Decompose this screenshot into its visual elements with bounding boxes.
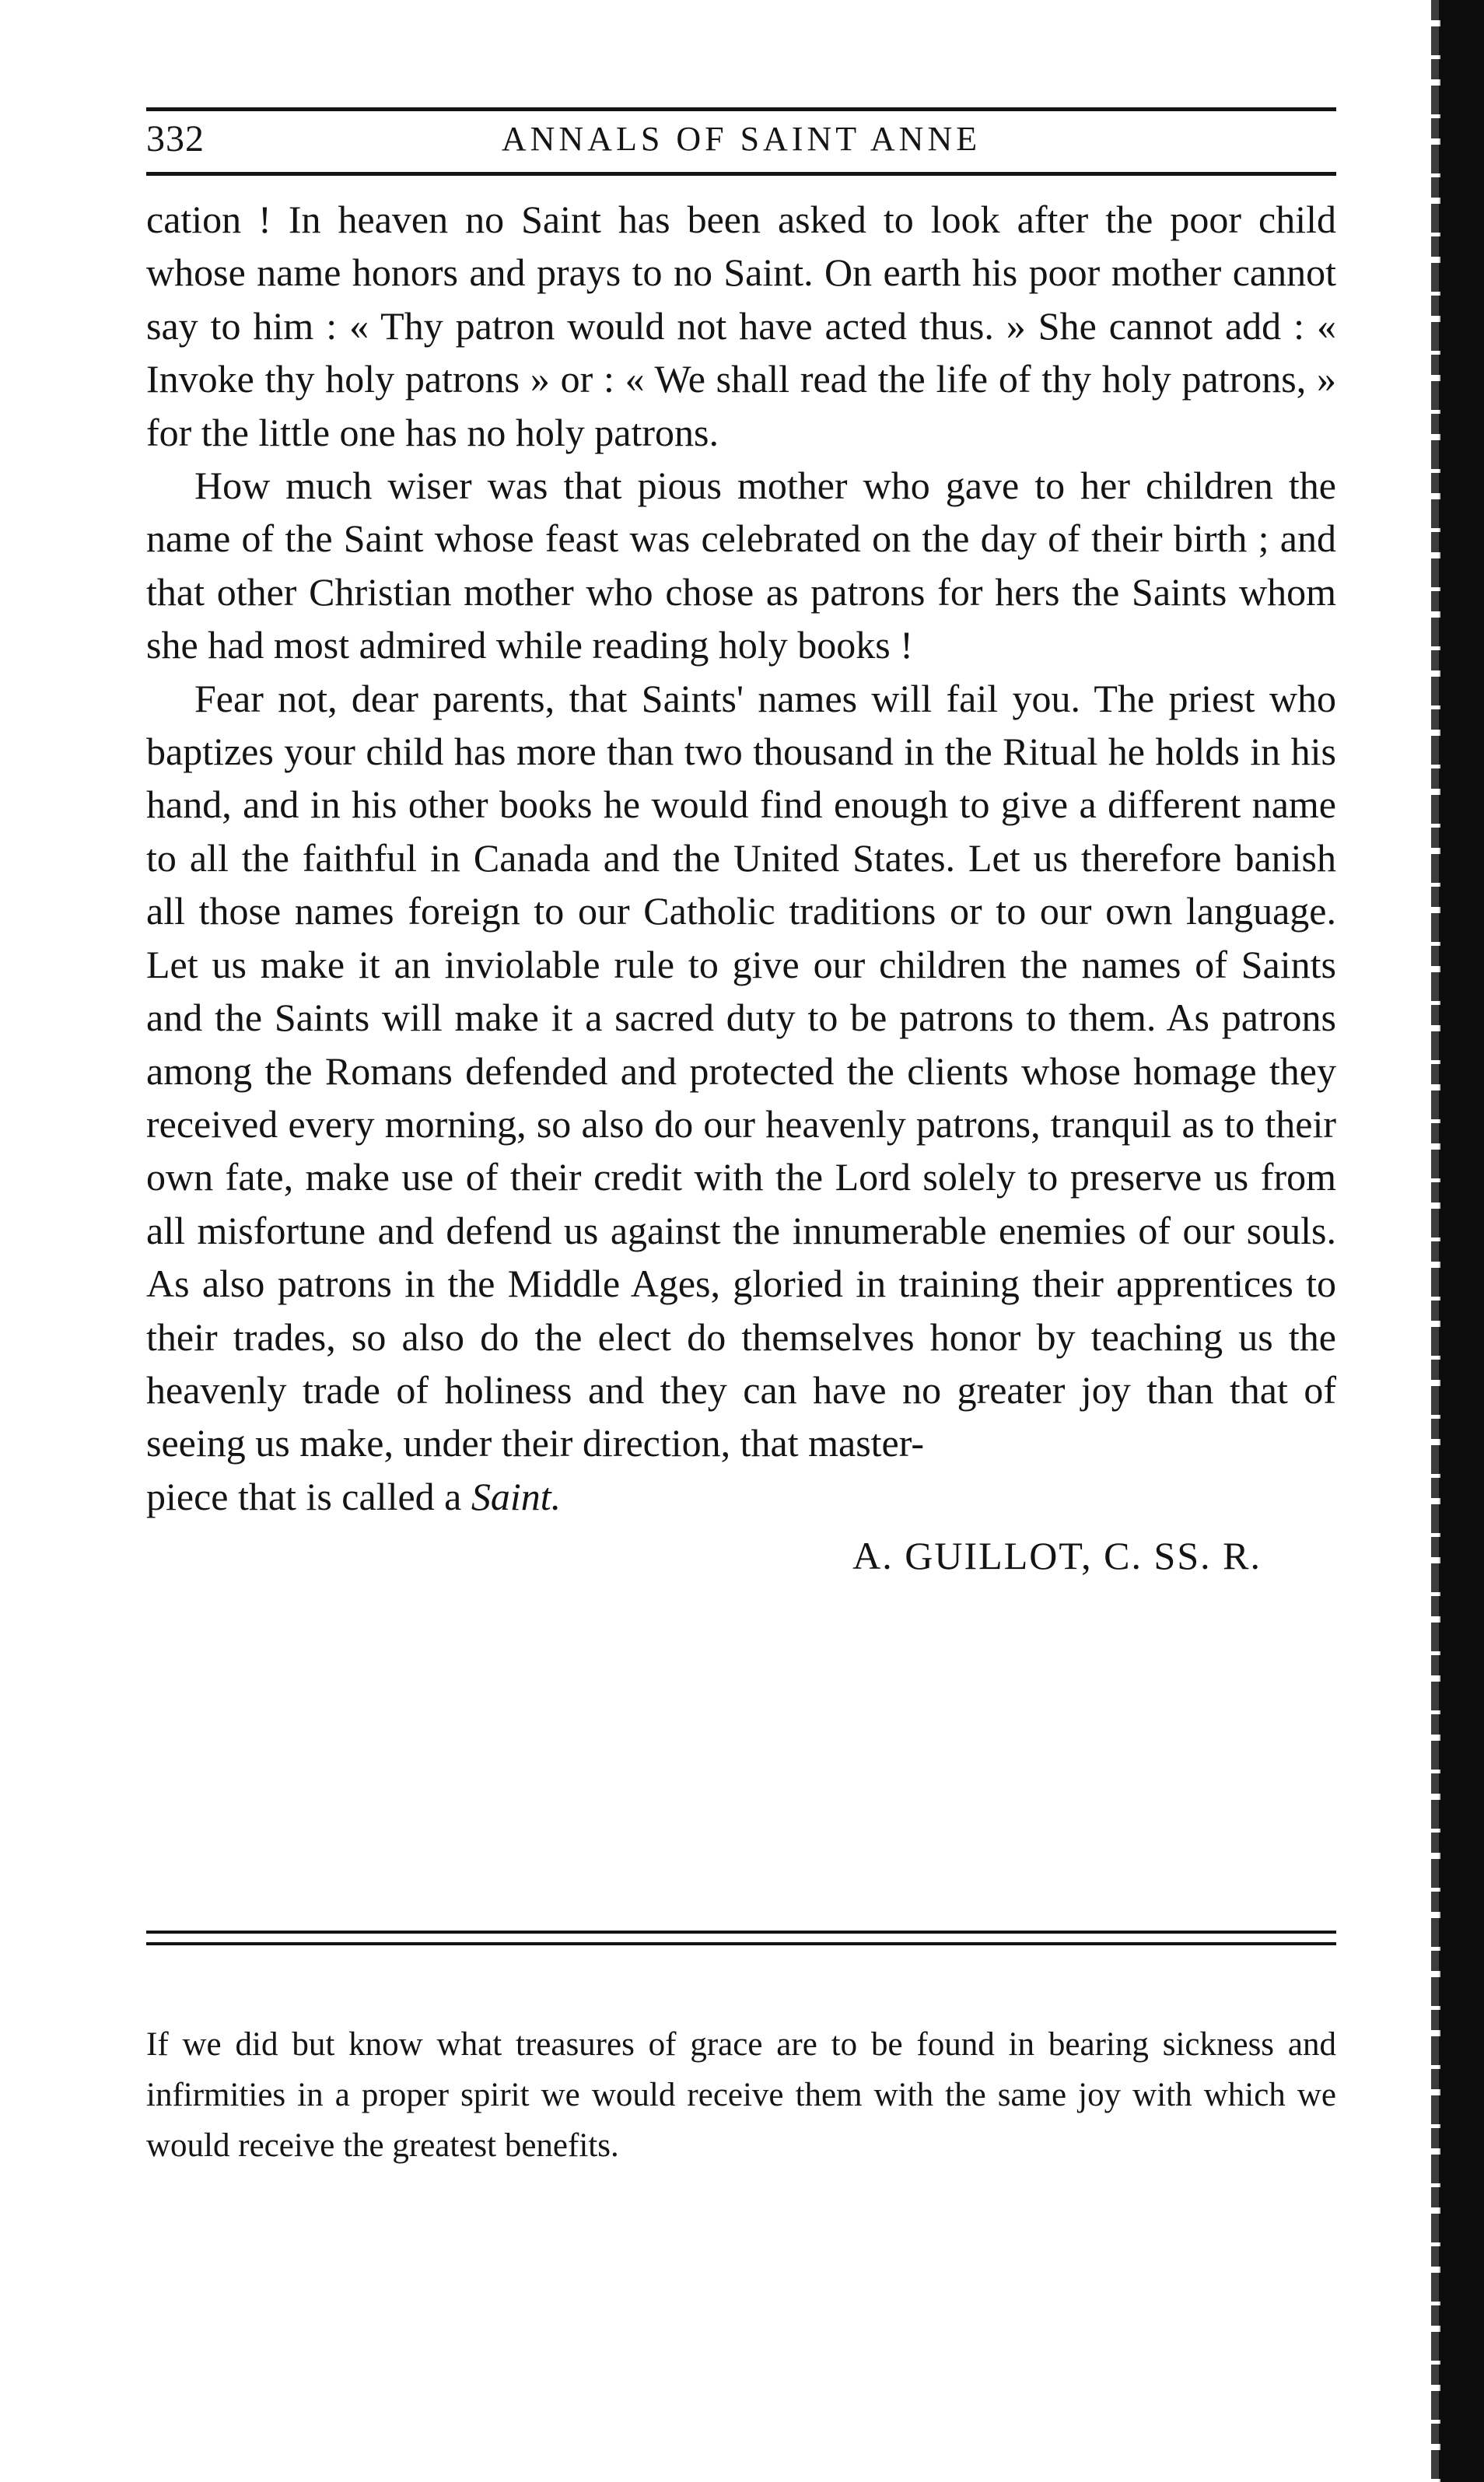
- final-line-text: piece that is called a: [146, 1474, 471, 1518]
- author-signature: A. GUILLOT, C. SS. R.: [852, 1534, 1262, 1578]
- running-title: ANNALS OF SAINT ANNE: [501, 120, 982, 158]
- closing-note: [146, 2019, 1336, 2171]
- page-edge-shadow: [1439, 0, 1484, 2482]
- closing-note-first-word: If: [146, 2026, 169, 2063]
- closing-note-text: we did but know what treasures of grace are to be found in bearing sickness and infirmities in a proper spirit we would receive them with the same joy with which we would receive the greatest benefits.: [146, 2026, 1336, 2164]
- page-header: [146, 107, 1336, 176]
- paragraph-continuation: cation ! In heaven no Saint has been asked to look after the poor child whose name honors and prays to no Saint. On earth his poor mother cannot say to him : « Thy patron would not have acted thus. » She cannot add : « Invoke thy holy patrons » or : « We shall read the life of thy holy patrons, » for the little one has no holy patrons.: [146, 198, 1336, 454]
- italic-saint: Saint.: [471, 1474, 562, 1518]
- paragraph-pious-mother: How much wiser was that pious mother who gave to her children the name of the Saint whose feast was celebrated on the day of their birth ; and that other Christian mother who chose as patrons for hers the Saints whom she had most admired while reading holy books !: [146, 464, 1336, 667]
- separator-rule-bottom: [146, 1942, 1336, 1945]
- separator-rule-top: [146, 1931, 1336, 1934]
- paragraph-final-line: [146, 1470, 1336, 1523]
- page-number: 332: [146, 118, 205, 159]
- paragraph-fear-not: Fear not, dear parents, that Saints' names will fail you. The priest who baptizes your child has more than two thousand in the Ritual he holds in his hand, and in his other books he would find enough to give a different name to all the faithful in Canada and the United States. Let us therefore banish all those names foreign to our Catholic traditions or to our own language. Let us make it an inviolable rule to give our children the names of Saints and the Saints will make it a sacred duty to be patrons to them. As patrons among the Romans defended and protected the clients whose homage they received every morning, so also do our heavenly patrons, tranquil as to their own fate, make use of their credit with the Lord solely to preserve us from all misfortune and defend us against the innumerable enemies of our souls. As also patrons in the Middle Ages, gloried in training their apprentices to their trades, so also do the elect do themselves honor by teaching us the heavenly trade of holiness and they can have no greater joy than that of seeing us make, under their direction, that master-: [146, 676, 1336, 1465]
- article-body: [146, 193, 1336, 1582]
